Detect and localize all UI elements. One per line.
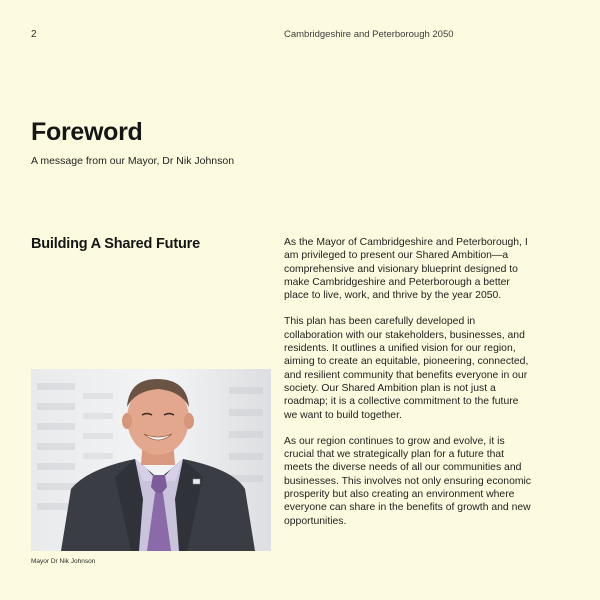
page-title: Foreword xyxy=(31,118,143,146)
paragraph-3: As our region continues to grow and evolve, it is crucial that we strategically plan for a future that meets the diverse needs of all our communities and businesses. This involves not only ensuring economic prosperity but also creating an environment where everyone can share in the benefits of growth and new opportunities. xyxy=(284,435,532,527)
mayor-photo xyxy=(31,369,271,551)
body-text xyxy=(284,236,532,541)
page-subtitle: A message from our Mayor, Dr Nik Johnson xyxy=(31,155,235,167)
running-header: Cambridgeshire and Peterborough 2050 xyxy=(284,29,454,40)
paragraph-1: As the Mayor of Cambridgeshire and Peterborough, I am privileged to present our Shared Ambition—a comprehensive and visionary blueprint designed to make Cambridgeshire and Peterborough a better place to live, work, and thrive by the year 2050. xyxy=(284,237,528,302)
page-number: 2 xyxy=(31,29,37,40)
section-heading: Building A Shared Future xyxy=(31,236,200,252)
photo-caption: Mayor Dr Nik Johnson xyxy=(31,558,96,565)
mayor-portrait-illustration xyxy=(31,369,271,551)
paragraph-2: This plan has been carefully developed in collaboration with our stakeholders, businesses, and residents. It outlines a unified vision for our region, aiming to create an equitable, pioneering, connected, and resilient community that benefits everyone in our society. Our Shared Ambition plan is not just a roadmap; it is a collective commitment to the future we want to build together. xyxy=(284,316,529,421)
